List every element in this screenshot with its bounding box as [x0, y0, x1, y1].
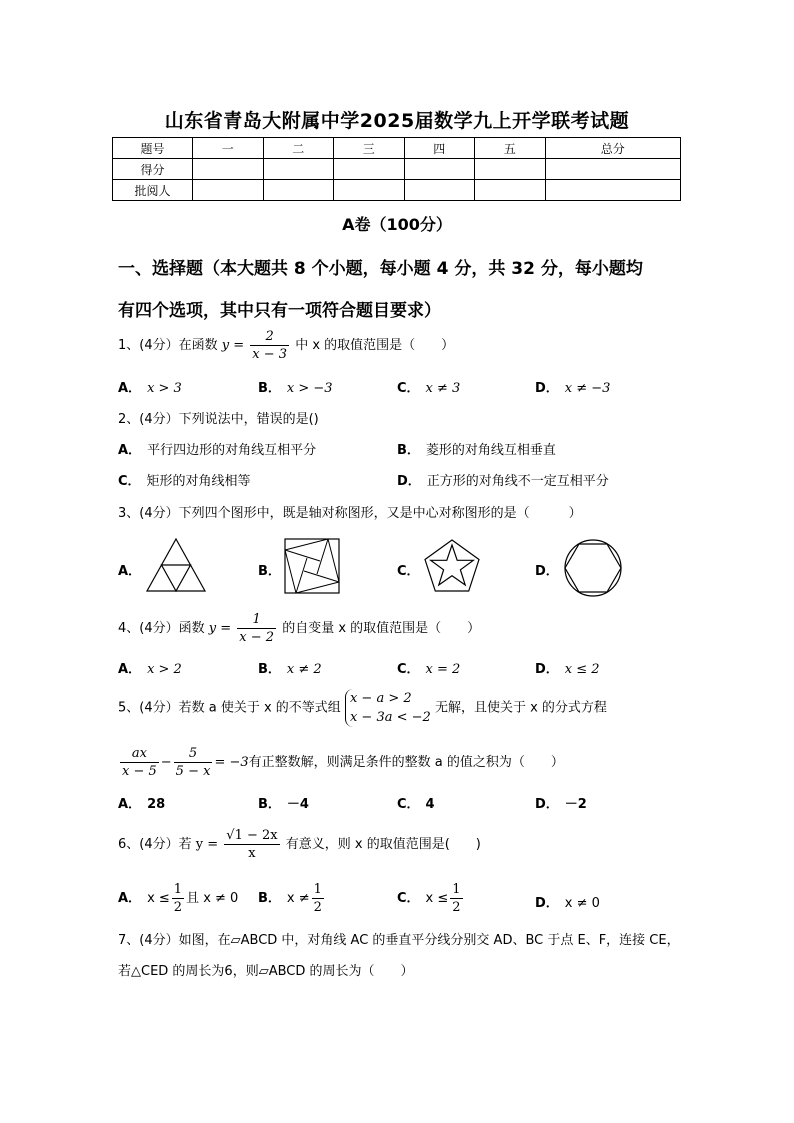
option-label: B．: [397, 443, 420, 458]
q4-prefix: 4、(4分）函数: [118, 621, 205, 636]
header-cell: 三: [334, 138, 405, 159]
option-label: D．: [535, 896, 559, 911]
q2-option-c[interactable]: [118, 470, 251, 489]
grader-cell[interactable]: [193, 180, 264, 201]
q3-option-d[interactable]: [535, 560, 565, 579]
option-den: 2: [452, 900, 461, 915]
q5-minus: −: [160, 755, 172, 770]
score-cell[interactable]: [193, 159, 264, 180]
q6-option-a[interactable]: [118, 881, 238, 916]
q5-ineq-2: x − 3a < −2: [349, 710, 431, 725]
q6-suffix: 有意义，则 x 的取值范围是( ): [285, 837, 481, 852]
score-row: [113, 159, 681, 180]
q4-suffix: 的自变量 x 的取值范围是（ ）: [282, 621, 481, 636]
option-text: 矩形的对角线相等: [146, 474, 251, 489]
option-label: C．: [397, 564, 420, 579]
option-text: x > 2: [147, 662, 182, 677]
score-table: [112, 137, 681, 201]
q6-fraction: [224, 827, 279, 862]
option-label: C．: [397, 891, 420, 906]
q4-option-d[interactable]: [535, 658, 600, 677]
grader-cell[interactable]: [263, 180, 334, 201]
option-text: x = 2: [425, 662, 461, 677]
grader-cell[interactable]: [404, 180, 475, 201]
option-den: 2: [313, 900, 322, 915]
q5-ineq-1: x − a > 2: [349, 691, 412, 706]
option-text: x > −3: [286, 381, 333, 396]
option-label: A．: [118, 797, 142, 812]
square-pinwheel-figure: [282, 536, 342, 596]
pentagon-star-figure: [422, 537, 482, 597]
option-text: x ≤ 2: [564, 662, 600, 677]
header-cell: 二: [263, 138, 334, 159]
option-label: A．: [118, 443, 142, 458]
option-fraction: [172, 881, 184, 916]
q5-option-b[interactable]: [258, 793, 309, 812]
q6-option-c[interactable]: [397, 881, 465, 916]
exam-title: 山东省青岛大附属中学2025届数学九上开学联考试题: [164, 110, 630, 132]
q5-inequality-system: [345, 689, 431, 727]
question-2: 2、(4分）下列说法中，错误的是(): [118, 412, 319, 427]
option-label: D．: [535, 564, 559, 579]
q2-option-d[interactable]: [397, 470, 609, 489]
q5-prefix: 5、(4分）若数 a 使关于 x 的不等式组: [118, 700, 341, 716]
option-label: B．: [258, 564, 281, 579]
q4-option-a[interactable]: [118, 658, 182, 677]
q5-den-1: x − 5: [122, 764, 157, 779]
option-label: D．: [535, 797, 559, 812]
q5-den-2: 5 − x: [175, 764, 211, 779]
option-den: 2: [173, 900, 183, 915]
q1-option-b[interactable]: [258, 377, 333, 396]
q6-y: y =: [195, 837, 219, 852]
score-cell[interactable]: [475, 159, 546, 180]
option-pre: x ≤: [425, 891, 449, 906]
q1-num: 2: [250, 328, 289, 346]
option-label: C．: [118, 474, 141, 489]
q5-frac-1: [120, 745, 159, 780]
option-label: D．: [535, 381, 559, 396]
question-6: [118, 827, 481, 862]
header-cell: 题号: [113, 138, 193, 159]
score-cell[interactable]: [334, 159, 405, 180]
question-3: 3、(4分）下列四个图形中，既是轴对称图形，又是中心对称图形的是（ ）: [118, 506, 582, 521]
q4-option-c[interactable]: [397, 658, 460, 677]
q5-eq-suffix: 有正整数解，则满足条件的整数 a 的值之积为（ ）: [248, 755, 564, 770]
q5-option-a[interactable]: [118, 793, 165, 812]
option-num: 1: [173, 882, 183, 897]
option-post: 且 x ≠ 0: [186, 891, 239, 906]
q6-prefix: 6、(4分）若: [118, 837, 192, 852]
q1-y: y =: [221, 338, 245, 353]
q4-option-b[interactable]: [258, 658, 322, 677]
score-cell[interactable]: [263, 159, 334, 180]
question-4: [118, 611, 480, 646]
section-label: A卷（100分）: [342, 215, 452, 234]
option-label: B．: [258, 891, 281, 906]
score-table-header-row: [113, 138, 681, 159]
q2-option-b[interactable]: [397, 439, 556, 458]
option-fraction: [312, 881, 324, 916]
option-fraction: [450, 881, 462, 916]
option-text: 28: [147, 797, 166, 812]
q1-suffix: 中 x 的取值范围是（ ）: [295, 338, 455, 353]
grader-cell[interactable]: [475, 180, 546, 201]
option-label: B．: [258, 381, 281, 396]
option-label: C．: [397, 662, 420, 677]
q5-rhs: = −3: [214, 755, 249, 770]
grader-row: [113, 180, 681, 201]
option-label: D．: [397, 474, 421, 489]
q1-option-c[interactable]: [397, 377, 460, 396]
score-cell[interactable]: [404, 159, 475, 180]
q6-option-d[interactable]: [535, 892, 600, 911]
circle-hexagon-figure: [562, 537, 624, 599]
option-text: x ≠ 3: [425, 381, 461, 396]
option-text: 菱形的对角线互相垂直: [425, 443, 556, 458]
option-text: x ≠ −3: [564, 381, 611, 396]
question-5: [118, 689, 607, 727]
q1-den: x − 3: [252, 347, 288, 362]
grader-cell[interactable]: [334, 180, 405, 201]
header-cell: 一: [193, 138, 264, 159]
q1-fraction: [250, 328, 289, 363]
question-7-line2: 若△CED 的周长为6，则▱ABCD 的周长为（ ）: [118, 964, 414, 979]
q1-prefix: 1、(4分）在函数: [118, 338, 218, 353]
option-num: 1: [452, 882, 461, 897]
option-text: x > 3: [147, 381, 182, 396]
q4-den: x − 2: [239, 630, 275, 645]
option-label: B．: [258, 797, 281, 812]
header-cell: 五: [475, 138, 546, 159]
q1-option-d[interactable]: [535, 377, 610, 396]
option-label: A．: [118, 381, 142, 396]
q6-den: x: [248, 846, 256, 861]
question-5-equation: [118, 745, 564, 780]
row-label: 批阅人: [113, 180, 193, 201]
option-label: B．: [258, 662, 281, 677]
q3-option-a[interactable]: [118, 560, 147, 579]
option-label: A．: [118, 564, 142, 579]
q5-num-1: ax: [120, 745, 159, 763]
option-text: x ≠ 2: [286, 662, 322, 677]
part1-heading-line1: 一、选择题（本大题共 8 个小题，每小题 4 分，共 32 分，每小题均: [118, 259, 643, 279]
q4-num: 1: [237, 611, 276, 629]
question-1: [118, 328, 454, 363]
option-label: C．: [397, 797, 420, 812]
option-text: 正方形的对角线不一定互相平分: [426, 474, 609, 489]
q5-num-2: 5: [174, 745, 213, 763]
score-cell[interactable]: [545, 159, 681, 180]
option-label: A．: [118, 891, 142, 906]
option-label: A．: [118, 662, 142, 677]
q5-option-d[interactable]: [535, 793, 587, 812]
option-num: 1: [313, 882, 322, 897]
question-7-line1: 7、(4分）如图，在▱ABCD 中，对角线 AC 的垂直平分线分别交 AD、BC 于点 E、F，连接 CE，: [118, 933, 680, 948]
q6-option-b[interactable]: [258, 881, 326, 916]
q4-fraction: [237, 611, 276, 646]
q5-frac-2: [174, 745, 213, 780]
q2-option-a[interactable]: [118, 439, 316, 458]
header-cell: 总分: [545, 138, 681, 159]
option-label: C．: [397, 381, 420, 396]
option-text: 平行四边形的对角线互相平分: [147, 443, 317, 458]
option-pre: x ≤: [147, 891, 170, 906]
part1-heading-line2: 有四个选项，其中只有一项符合题目要求）: [118, 301, 441, 321]
header-cell: 四: [404, 138, 475, 159]
grader-cell[interactable]: [545, 180, 681, 201]
q5-option-c[interactable]: [397, 793, 435, 812]
option-pre: x ≠ 0: [564, 896, 600, 911]
q4-y: y =: [208, 621, 232, 636]
q1-option-a[interactable]: [118, 377, 182, 396]
triangle-figure: [144, 536, 208, 594]
q5-suffix: 无解，且使关于 x 的分式方程: [434, 700, 607, 716]
q6-num: √1 − 2x: [226, 828, 278, 843]
row-label: 得分: [113, 159, 193, 180]
option-label: D．: [535, 662, 559, 677]
option-text: 4: [425, 797, 435, 812]
option-text: －4: [286, 797, 309, 812]
option-text: －2: [564, 797, 587, 812]
option-pre: x ≠: [286, 891, 310, 906]
